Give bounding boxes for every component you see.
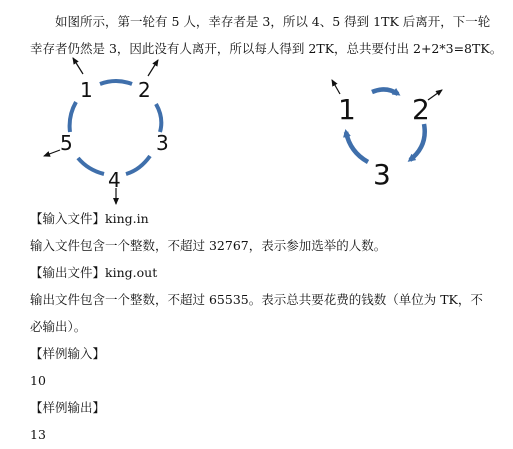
sample-output-heading: 【样例输出】: [30, 400, 106, 415]
arc-r-1-2: [372, 89, 398, 94]
left-label-4: 4: [108, 168, 121, 192]
output-file-description-2: 必输出）。: [30, 319, 87, 334]
right-label-1: 1: [338, 93, 356, 126]
input-file-description: 输入文件包含一个整数，不超过 32767，表示参加选举的人数。: [30, 238, 387, 253]
left-pointer-2: [148, 60, 158, 76]
output-file-heading-row: [30, 265, 157, 281]
arc-r-3-1: [346, 132, 368, 162]
input-file-heading: 【输入文件】: [30, 211, 106, 226]
left-pointer-5: [44, 150, 60, 156]
right-label-2: 2: [412, 93, 430, 126]
sample-output-value: 13: [30, 427, 46, 442]
left-label-1: 1: [80, 78, 93, 102]
left-pointer-1: [73, 58, 83, 74]
left-label-3: 3: [156, 131, 169, 155]
input-file-heading-row: [30, 211, 149, 227]
output-file-description-1: 输出文件包含一个整数，不超过 65535。表示总共要花费的钱数（单位为 TK，不: [30, 292, 483, 307]
sample-input-value: 10: [30, 373, 46, 388]
sample-input-heading: 【样例输入】: [30, 346, 106, 361]
arc-4-5: [78, 158, 104, 174]
intro-line-1: 如图所示，第一轮有 5 人，幸存者是 3，所以 4、5 得到 1TK 后离开，下一轮: [55, 14, 491, 29]
left-label-2: 2: [138, 78, 151, 102]
output-file-heading: 【输出文件】: [30, 265, 106, 280]
output-file-name: king.out: [105, 265, 158, 280]
right-pointer-1: [332, 80, 340, 94]
right-label-3: 3: [373, 158, 391, 191]
arc-3-4: [126, 156, 150, 174]
right-pointer-2: [428, 90, 442, 100]
arc-r-2-3: [410, 124, 425, 160]
arc-1-2: [100, 81, 132, 84]
arc-5-1: [70, 102, 76, 132]
intro-line-2: 幸存者仍然是 3，因此没有人离开，所以每人得到 2TK，总共要付出 2+2*3=8TK。: [30, 41, 503, 56]
left-label-5: 5: [60, 131, 73, 155]
arc-2-3: [156, 104, 161, 132]
input-file-name: king.in: [105, 211, 149, 226]
